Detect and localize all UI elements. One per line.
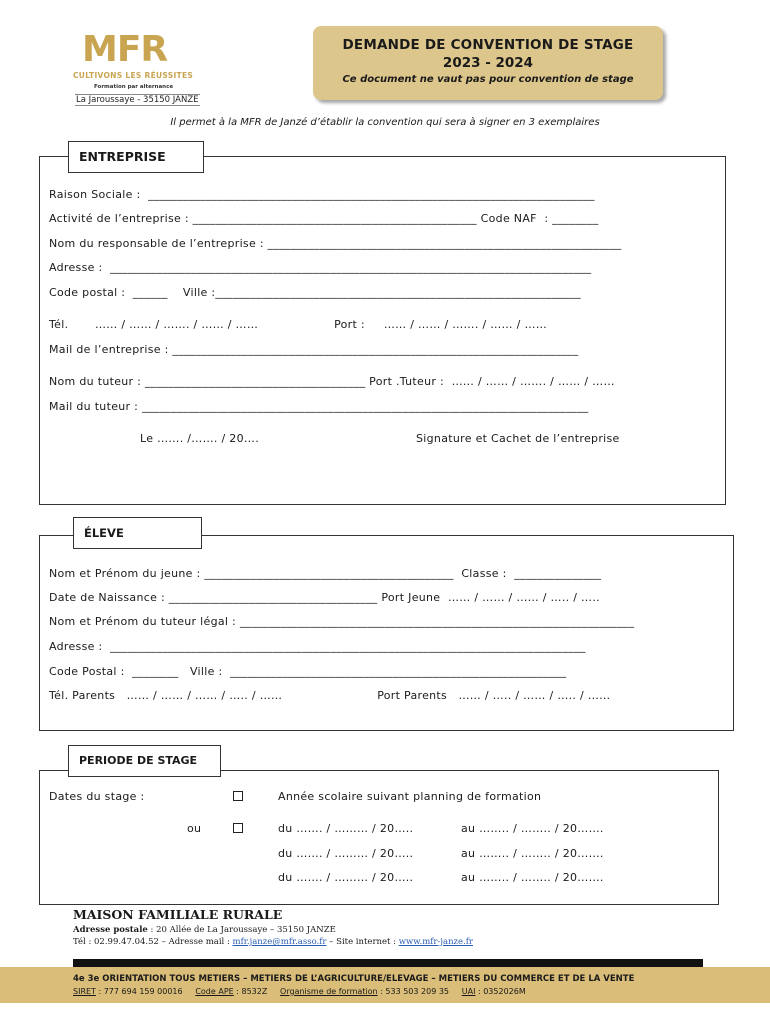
tuteur-field[interactable]: Nom du tuteur : ______________________________________ Port .Tuteur : …… / …… / ……. / …… / …… xyxy=(49,375,615,388)
tel-entreprise-field[interactable]: Tél. …… / …… / ……. / …… / …… Port : …… / …… / ……. / …… / …… xyxy=(49,318,548,331)
periode-label: PERIODE DE STAGE xyxy=(68,745,221,777)
org-value: : 533 503 209 35 xyxy=(377,987,462,996)
dates-stage-label: Dates du stage : xyxy=(49,790,145,803)
disclaimer: Ce document ne vaut pas pour convention de stage xyxy=(342,74,634,85)
email-link[interactable]: mfr.janze@mfr.asso.fr xyxy=(232,937,327,947)
periode-du-3[interactable]: du ……. / ……… / 20….. xyxy=(278,871,414,884)
footer-address xyxy=(73,925,336,935)
tel-text: Tél : 02.99.47.04.52 – Adresse mail : xyxy=(73,937,233,947)
uai-label: UAI xyxy=(461,987,476,996)
footer-legal xyxy=(73,987,526,996)
annee-scolaire-label: Année scolaire suivant planning de formation xyxy=(278,790,542,803)
uai-value: : 0352026M xyxy=(475,987,526,996)
tuteur-legal-field[interactable]: Nom et Prénom du tuteur légal : ____________________________________________________________________ xyxy=(49,615,635,628)
periode-au-3[interactable]: au …….. / …….. / 20……. xyxy=(461,871,604,884)
address-label: Adresse postale xyxy=(73,925,148,935)
mfr-logo xyxy=(72,30,207,110)
ape-value: : 8532Z xyxy=(233,987,281,996)
nom-jeune-field[interactable]: Nom et Prénom du jeune : ___________________________________________ Classe : _______________ xyxy=(49,567,602,580)
tel-parents-field[interactable]: Tél. Parents …… / …… / …… / ….. / …… Port Parents …… / ….. / …… / ….. / …… xyxy=(49,689,611,702)
logo-subtitle: Formation par alternance xyxy=(94,84,174,90)
periode-au-2[interactable]: au …….. / …….. / 20……. xyxy=(461,847,604,860)
adresse-eleve-field[interactable]: Adresse : __________________________________________________________________________________ xyxy=(49,640,586,653)
date-field[interactable]: Le ……. /……. / 20…. xyxy=(140,432,259,445)
mail-entreprise-field[interactable]: Mail de l’entreprise : ______________________________________________________________________ xyxy=(49,343,579,356)
logo-brand: MFR xyxy=(82,29,168,70)
logo-tagline: CULTIVONS LES RÉUSSITES xyxy=(73,71,194,80)
site-label: – Site internet : xyxy=(326,937,399,947)
code-postal-eleve-field[interactable]: Code Postal : ________ Ville : __________________________________________________________ xyxy=(49,665,567,678)
activite-field[interactable]: Activité de l’entreprise : _________________________________________________ Code NAF : ________ xyxy=(49,212,599,225)
footer-divider xyxy=(73,959,703,967)
adresse-entreprise-field[interactable]: Adresse : ___________________________________________________________________________________ xyxy=(49,261,592,274)
intro-text: Il permet à la MFR de Janzé d’établir la convention qui sera à signer en 3 exemplaires xyxy=(170,117,600,128)
footer-banner-text: 4e 3e ORIENTATION TOUS METIERS – METIERS DE L’AGRICULTURE/ELEVAGE – METIERS DU COMMERCE ET DE LA VENTE xyxy=(73,974,635,984)
periode-du-1[interactable]: du ……. / ……… / 20….. xyxy=(278,822,414,835)
siret-value: : 777 694 159 00016 xyxy=(95,987,196,996)
annee-scolaire-checkbox[interactable] xyxy=(233,791,243,801)
signature-label: Signature et Cachet de l’entreprise xyxy=(416,432,620,445)
code-postal-entreprise-field[interactable]: Code postal : ______ Ville :_______________________________________________________________ xyxy=(49,286,581,299)
responsable-field[interactable]: Nom du responsable de l’entreprise : _____________________________________________________________ xyxy=(49,237,622,250)
raison-sociale-field[interactable]: Raison Sociale : _____________________________________________________________________________ xyxy=(49,188,595,201)
school-year: 2023 - 2024 xyxy=(442,55,534,71)
document-title: DEMANDE DE CONVENTION DE STAGE xyxy=(342,37,634,53)
siret-label: SIRET xyxy=(73,987,96,996)
periode-au-1[interactable]: au …….. / …….. / 20……. xyxy=(461,822,604,835)
ou-label: ou xyxy=(187,822,202,835)
title-box xyxy=(313,26,663,100)
address-value: : 20 Allée de La Jaroussaye – 35150 JANZE xyxy=(147,925,336,935)
dates-specifiques-checkbox[interactable] xyxy=(233,823,243,833)
org-label: Organisme de formation xyxy=(280,987,378,996)
footer-org-name: MAISON FAMILIALE RURALE xyxy=(73,907,283,922)
footer-contact xyxy=(73,937,473,947)
website-link[interactable]: www.mfr-janze.fr xyxy=(398,937,473,947)
entreprise-label: ENTREPRISE xyxy=(68,141,204,173)
eleve-label: ÉLEVE xyxy=(73,517,202,549)
periode-du-2[interactable]: du ……. / ……… / 20….. xyxy=(278,847,414,860)
ape-label: Code APE xyxy=(195,987,234,996)
mail-tuteur-field[interactable]: Mail du tuteur : _____________________________________________________________________________ xyxy=(49,400,589,413)
naissance-field[interactable]: Date de Naissance : ____________________________________ Port Jeune …… / …… / …… / ….. / ….. xyxy=(49,591,600,604)
footer-banner xyxy=(0,967,770,1003)
logo-location: La Jaroussaye - 35150 JANZE xyxy=(76,95,199,105)
